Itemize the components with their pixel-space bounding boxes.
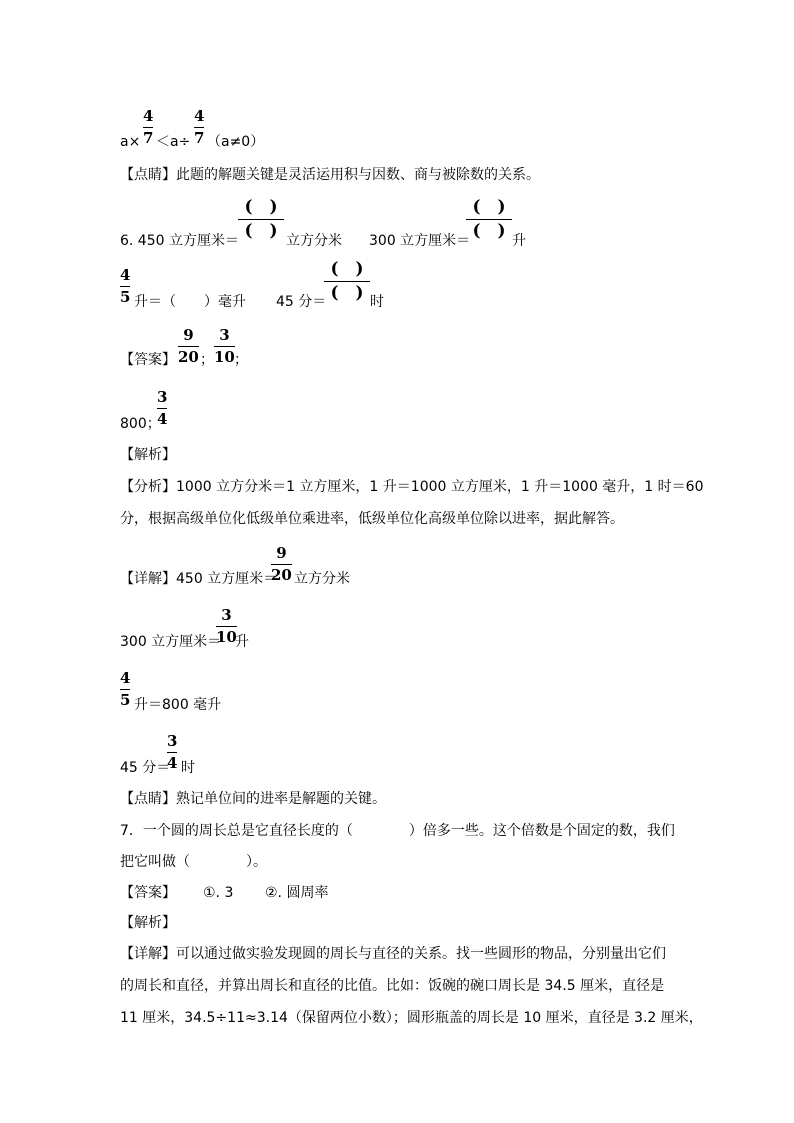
answer-label: 【答案】 xyxy=(120,885,176,901)
expr-part-c: （a≠0） xyxy=(207,134,265,150)
detail-line: 的周长和直径，并算出周长和直径的比值。比如：饭碗的碗口周长是 34.5 厘米，直径是 xyxy=(120,978,665,994)
fraction-3-4: 3 4 xyxy=(167,732,178,772)
answer-1: ①. 3 xyxy=(203,885,234,901)
expr-part-b: ＜a÷ xyxy=(156,134,191,150)
answer-2: ②. 圆周率 xyxy=(265,885,329,901)
analysis-line: 分，根据高级单位化低级单位乘进率，低级单位化高级单位除以进率，据此解答。 xyxy=(120,511,624,527)
fraction-3-10: 3 10 xyxy=(214,326,235,366)
q6-part2: 300 立方厘米＝ xyxy=(369,233,471,249)
detail-row: 升＝800 毫升 xyxy=(134,697,222,713)
detail-line: 【详解】可以通过做实验发现圆的周长与直径的关系。找一些圆形的物品，分别量出它们 xyxy=(120,946,666,962)
numerator: 4 xyxy=(143,107,154,125)
q6-part1-unit: 立方分米 xyxy=(286,233,342,249)
analysis-label: 【解析】 xyxy=(120,447,176,463)
analysis-line: 【分析】1000 立方分米＝1 立方厘米，1 升＝1000 立方厘米，1 升＝1000 毫升，1 时＝60 xyxy=(120,479,704,495)
fraction-4-5: 4 5 xyxy=(120,669,131,709)
detail-row: 【详解】450 立方厘米＝ xyxy=(120,571,278,587)
analysis-label: 【解析】 xyxy=(120,915,176,931)
q7-line: 把它叫做（ ）。 xyxy=(120,854,267,870)
expr-part-a: a× xyxy=(120,134,141,150)
fraction-9-20: 9 20 xyxy=(178,326,199,366)
q6-part2-unit: 升 xyxy=(512,233,526,249)
tip-line: 【点睛】此题的解题关键是灵活运用积与因数、商与被除数的关系。 xyxy=(120,167,540,183)
q6-part4: 45 分＝ xyxy=(276,294,327,310)
denominator: 7 xyxy=(143,129,154,147)
detail-row: 300 立方厘米＝ xyxy=(120,634,222,650)
fraction-3-4: 3 4 xyxy=(157,388,168,428)
answer-blank-fraction: ( ) ( ) xyxy=(466,197,512,242)
fraction-3-10: 3 10 xyxy=(216,606,237,646)
q7-line: 7．一个圆的周长总是它直径长度的（ ）倍多一些。这个倍数是个固定的数，我们 xyxy=(120,823,675,839)
detail-line: 11 厘米，34.5÷11≈3.14（保留两位小数）；圆形瓶盖的周长是 10 厘米，直径是 3.2 厘米， xyxy=(120,1010,703,1026)
q6-part3: 升＝（ ）毫升 xyxy=(134,294,246,310)
fraction-4-5: 4 5 xyxy=(120,266,131,306)
q6-part4-unit: 时 xyxy=(370,294,384,310)
answer-label: 【答案】 xyxy=(120,352,176,368)
denominator: 7 xyxy=(194,129,205,147)
fraction-9-20: 9 20 xyxy=(271,544,292,584)
answer-blank-fraction: ( ) ( ) xyxy=(238,197,284,242)
detail-row: 45 分＝ xyxy=(120,760,171,776)
numerator: 4 xyxy=(194,107,205,125)
fraction-4-7-b xyxy=(194,107,204,148)
q6-part1: 6. 450 立方厘米＝ xyxy=(120,233,239,249)
fraction-4-7-a xyxy=(143,107,153,148)
answer-800: 800； xyxy=(120,416,161,432)
answer-blank-fraction: ( ) ( ) xyxy=(324,259,370,304)
tip-line: 【点睛】熟记单位间的进率是解题的关键。 xyxy=(120,791,386,807)
